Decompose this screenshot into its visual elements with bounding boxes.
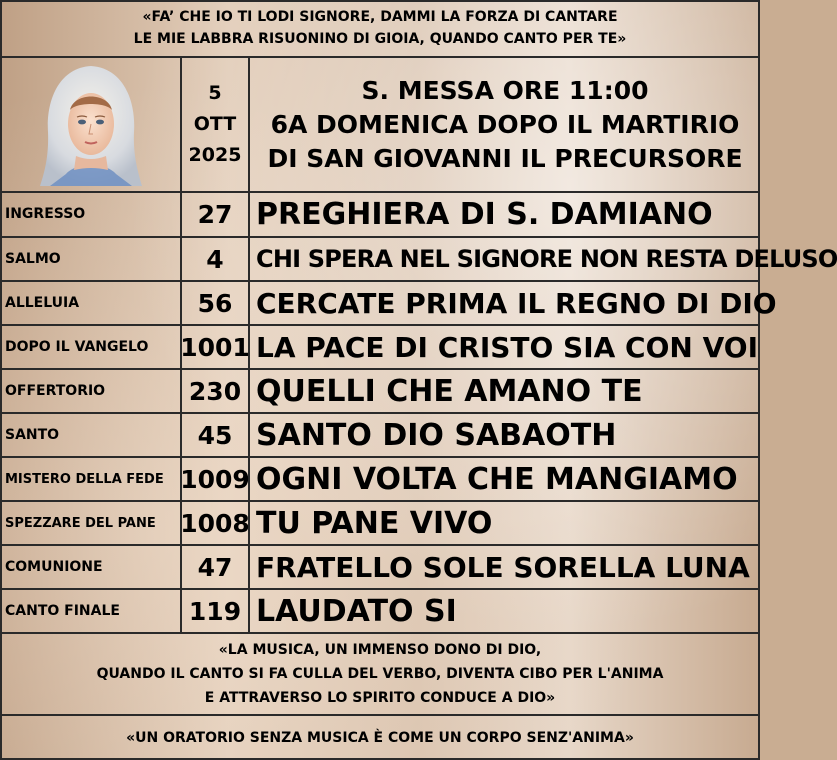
song-part-label: ALLELUIA xyxy=(5,295,80,311)
song-number: 56 xyxy=(197,288,233,318)
mass-occasion: DI SAN GIOVANNI IL PRECURSORE xyxy=(267,143,743,173)
song-title: SANTO DIO SABAOTH xyxy=(256,417,617,453)
song-number: 230 xyxy=(188,376,242,406)
closing-quote: «UN ORATORIO SENZA MUSICA È COME UN CORPO SENZ'ANIMA» xyxy=(126,730,634,746)
song-row-spezzare-del-pane xyxy=(0,502,760,544)
madonna-portrait-icon xyxy=(2,58,180,191)
song-row-mistero-della-fede xyxy=(0,458,760,500)
song-number: 45 xyxy=(197,420,233,450)
song-part-label: SPEZZARE DEL PANE xyxy=(5,515,156,531)
mass-header xyxy=(250,58,760,191)
date-year: 2025 xyxy=(188,144,242,166)
bottom-quote xyxy=(0,634,760,714)
bottom-quote-line: QUANDO IL CANTO SI FA CULLA DEL VERBO, DIVENTA CIBO PER L'ANIMA xyxy=(96,666,664,682)
song-part-label: SALMO xyxy=(5,251,61,267)
song-title: LA PACE DI CRISTO SIA CON VOI xyxy=(256,330,758,364)
song-part-label: SANTO xyxy=(5,427,60,443)
bottom-quote-line: E ATTRAVERSO LO SPIRITO CONDUCE A DIO» xyxy=(204,690,556,706)
song-title: OGNI VOLTA CHE MANGIAMO xyxy=(256,461,738,497)
madonna-portrait-image xyxy=(36,62,146,188)
song-title: CHI SPERA NEL SIGNORE NON RESTA DELUSO xyxy=(256,245,837,273)
song-number: 27 xyxy=(197,199,233,229)
song-number: 1001 xyxy=(180,332,250,362)
song-row-offertorio xyxy=(0,370,760,412)
song-number: 4 xyxy=(206,244,224,274)
song-row-santo xyxy=(0,414,760,456)
date-cell xyxy=(182,58,248,191)
song-title: QUELLI CHE AMANO TE xyxy=(256,373,643,409)
song-row-alleluia xyxy=(0,282,777,324)
song-row-dopo-il-vangelo xyxy=(0,326,760,368)
song-number: 1009 xyxy=(180,464,250,494)
song-part-label: DOPO IL VANGELO xyxy=(5,339,149,355)
song-row-salmo xyxy=(0,238,837,280)
bottom-quote-line: «LA MUSICA, UN IMMENSO DONO DI DIO, xyxy=(218,642,542,658)
song-title: FRATELLO SOLE SORELLA LUNA xyxy=(256,550,750,584)
song-number: 1008 xyxy=(180,508,250,538)
top-quote-line: «FA’ CHE IO TI LODI SIGNORE, DAMMI LA FORZA DI CANTARE xyxy=(142,9,618,25)
song-part-label: INGRESSO xyxy=(5,206,86,222)
song-title: CERCATE PRIMA IL REGNO DI DIO xyxy=(256,286,777,320)
top-quote xyxy=(0,0,760,56)
mass-time: S. MESSA ORE 11:00 xyxy=(361,75,649,105)
song-row-comunione xyxy=(0,546,760,588)
song-title: LAUDATO SI xyxy=(256,593,457,629)
song-row-ingresso xyxy=(0,193,760,235)
mass-occasion: 6A DOMENICA DOPO IL MARTIRIO xyxy=(270,109,740,139)
song-part-label: OFFERTORIO xyxy=(5,383,106,399)
song-number: 119 xyxy=(188,596,242,626)
song-number: 47 xyxy=(197,552,233,582)
date-day: 5 xyxy=(208,82,222,104)
song-part-label: CANTO FINALE xyxy=(5,603,120,619)
song-title: PREGHIERA DI S. DAMIANO xyxy=(256,196,713,232)
song-part-label: COMUNIONE xyxy=(5,559,103,575)
date-month: OTT xyxy=(193,113,237,135)
song-part-label: MISTERO DELLA FEDE xyxy=(5,471,164,487)
song-title: TU PANE VIVO xyxy=(256,505,493,541)
top-quote-line: LE MIE LABBRA RISUONINO DI GIOIA, QUANDO CANTO PER TE» xyxy=(133,31,627,47)
song-row-canto-finale xyxy=(0,590,760,632)
